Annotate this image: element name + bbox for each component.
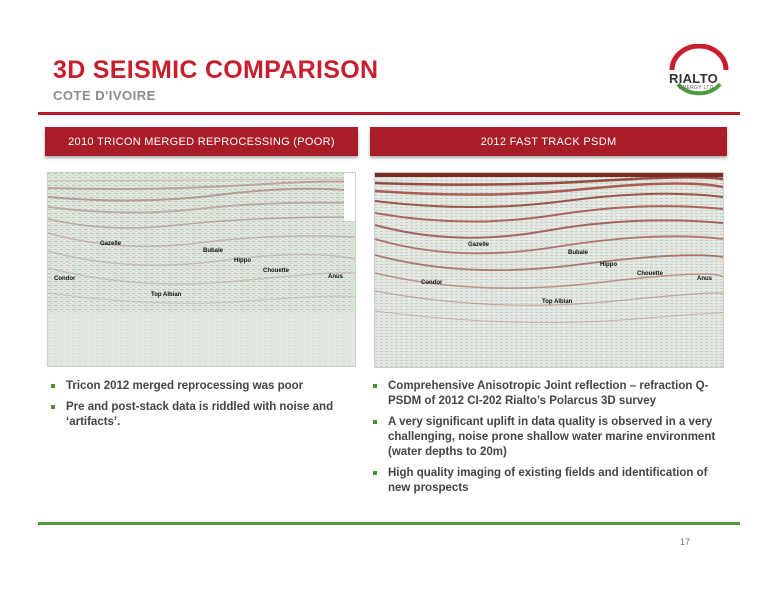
- logo-text: RIALTO: [669, 71, 718, 86]
- bullet-item: Pre and post-stack data is riddled with noise and ‘artifacts’.: [50, 400, 350, 430]
- bullet-item: Comprehensive Anisotropic Joint reflection – refraction Q-PSDM of 2012 CI-202 Rialto’s Polarcus 3D survey: [372, 379, 722, 409]
- bullet-item: A very significant uplift in data quality is observed in a very challenging, noise prone shallow water marine environment (water depths to 20m): [372, 415, 722, 460]
- page-title: 3D SEISMIC COMPARISON: [53, 56, 379, 84]
- logo-subtext: ENERGY LTD: [679, 85, 714, 91]
- label-anus: Anus: [328, 274, 343, 280]
- left-bullet-list: [50, 379, 350, 436]
- right-bullet-list: [372, 379, 722, 502]
- label-bubale: Bubale: [568, 250, 589, 256]
- label-condor: Condor: [54, 276, 76, 282]
- seismic-image-2010: [47, 172, 356, 367]
- label-bubale: Bubale: [203, 248, 224, 254]
- label-gazelle: Gazelle: [468, 242, 490, 248]
- bullet-item: High quality imaging of existing fields and identification of new prospects: [372, 466, 722, 496]
- label-gazelle: Gazelle: [100, 241, 122, 247]
- right-panel-heading: 2012 FAST TRACK PSDM: [370, 127, 727, 156]
- label-anus: Anus: [697, 276, 712, 282]
- footer-divider: [38, 522, 740, 525]
- seismic-image-2012: [374, 172, 724, 368]
- label-chouette: Chouette: [263, 268, 289, 274]
- label-hippo: Hippo: [600, 262, 617, 268]
- page-subtitle: COTE D'IVOIRE: [53, 88, 156, 103]
- left-panel-heading: 2010 TRICON MERGED REPROCESSING (POOR): [45, 127, 358, 156]
- header-divider: [38, 112, 740, 115]
- page-number: 17: [680, 537, 691, 547]
- label-top-albian: Top Albian: [542, 299, 573, 305]
- label-chouette: Chouette: [637, 271, 663, 277]
- bullet-item: Tricon 2012 merged reprocessing was poor: [50, 379, 350, 394]
- label-top-albian: Top Albian: [151, 292, 182, 298]
- label-hippo: Hippo: [234, 258, 251, 264]
- label-condor: Condor: [421, 280, 443, 286]
